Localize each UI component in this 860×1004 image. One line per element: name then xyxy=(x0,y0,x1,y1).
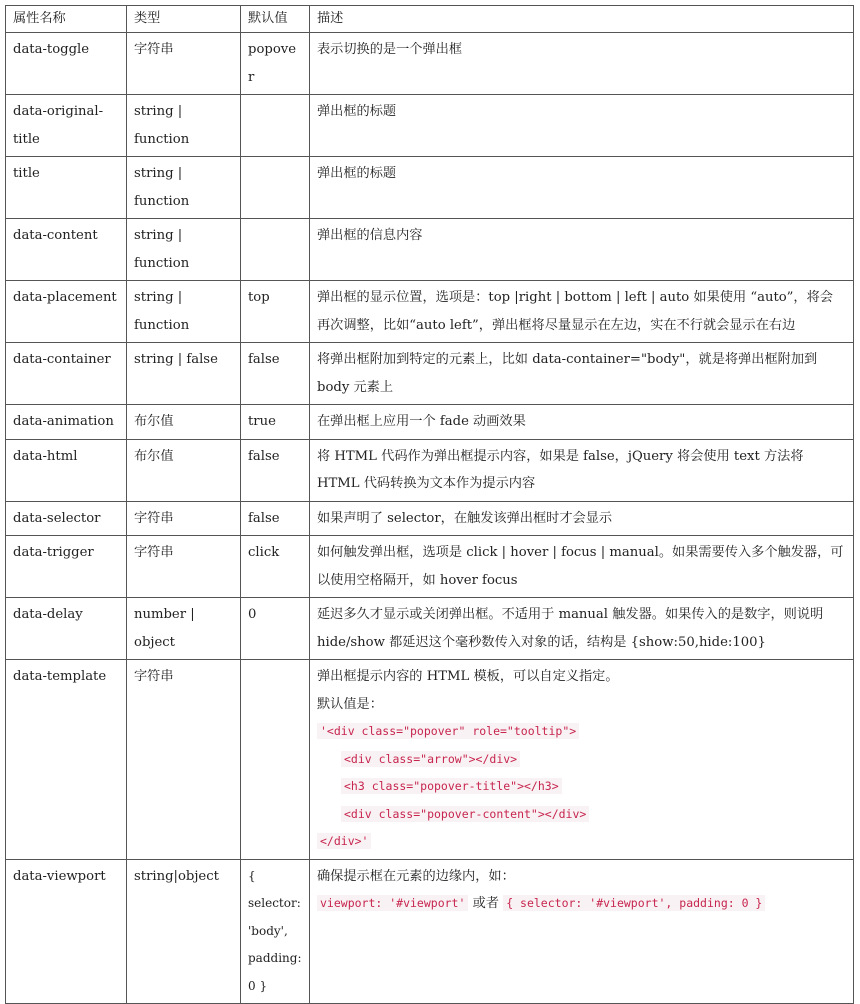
table-row xyxy=(6,536,854,598)
table-row xyxy=(6,33,854,95)
cell-type: 字符串 xyxy=(127,660,241,860)
table-row xyxy=(6,501,854,536)
cell-name: data-container xyxy=(6,343,127,405)
cell-type: number | object xyxy=(127,598,241,660)
properties-table xyxy=(5,5,854,1004)
header-description: 描述 xyxy=(310,6,854,33)
cell-name: data-trigger xyxy=(6,536,127,598)
table-row xyxy=(6,343,854,405)
table-row xyxy=(6,281,854,343)
cell-description: 延迟多久才显示或关闭弹出框。不适用于 manual 触发器。如果传入的是数字，则说明 hide/show 都延迟这个毫秒数传入对象的话，结构是 {show:50,hide:100} xyxy=(310,598,854,660)
cell-description: 将弹出框附加到特定的元素上，比如 data-container="body"，就是将弹出框附加到 body 元素上 xyxy=(310,343,854,405)
table-row xyxy=(6,598,854,660)
header-type: 类型 xyxy=(127,6,241,33)
cell-name: data-placement xyxy=(6,281,127,343)
cell-name: data-html xyxy=(6,439,127,501)
cell-name: title xyxy=(6,157,127,219)
viewport-desc: 确保提示框在元素的边缘内，如： xyxy=(317,868,515,884)
table-body xyxy=(6,33,854,1004)
cell-default: popover xyxy=(241,33,310,95)
cell-name: data-original-title xyxy=(6,95,127,157)
table-row-viewport xyxy=(6,859,854,1004)
cell-description: 如果声明了 selector，在触发该弹出框时才会显示 xyxy=(310,501,854,536)
cell-type: 布尔值 xyxy=(127,405,241,440)
or-text: 或者 xyxy=(472,896,499,911)
cell-default: false xyxy=(241,501,310,536)
cell-default: 0 xyxy=(241,598,310,660)
code-snippet: '<div class="popover" role="tooltip"> xyxy=(317,723,579,739)
cell-name: data-selector xyxy=(6,501,127,536)
cell-default: top xyxy=(241,281,310,343)
cell-description: 表示切换的是一个弹出框 xyxy=(310,33,854,95)
template-default-label: 默认值是： xyxy=(317,696,383,712)
cell-type: 字符串 xyxy=(127,33,241,95)
cell-name: data-content xyxy=(6,219,127,281)
cell-default: false xyxy=(241,439,310,501)
cell-default: false xyxy=(241,343,310,405)
cell-name: data-viewport xyxy=(6,859,127,1004)
code-snippet: { selector: '#viewport', padding: 0 } xyxy=(503,895,765,911)
cell-description: 弹出框的显示位置，选项是：top |right | bottom | left | auto 如果使用 “auto”，将会再次调整，比如“auto left”，弹出框将尽量显示在左边，实在不行就会显示在右边 xyxy=(310,281,854,343)
header-default: 默认值 xyxy=(241,6,310,33)
cell-name: data-delay xyxy=(6,598,127,660)
cell-default xyxy=(241,219,310,281)
table-row xyxy=(6,405,854,440)
cell-default xyxy=(241,660,310,860)
cell-type: string | false xyxy=(127,343,241,405)
table-header-row xyxy=(6,6,854,33)
cell-default xyxy=(241,859,310,1004)
cell-default: click xyxy=(241,536,310,598)
cell-description xyxy=(310,859,854,1004)
table-row xyxy=(6,95,854,157)
code-snippet: <div class="arrow"></div> xyxy=(341,751,520,767)
cell-default xyxy=(241,95,310,157)
cell-name: data-animation xyxy=(6,405,127,440)
code-snippet: <div class="popover-content"></div> xyxy=(341,806,589,822)
cell-type: 布尔值 xyxy=(127,439,241,501)
table-row xyxy=(6,439,854,501)
cell-description: 将 HTML 代码作为弹出框提示内容，如果是 false，jQuery 将会使用 text 方法将 HTML 代码转换为文本作为提示内容 xyxy=(310,439,854,501)
cell-description xyxy=(310,660,854,860)
code-snippet: </div>' xyxy=(317,833,371,849)
table-row-template xyxy=(6,660,854,860)
cell-default xyxy=(241,157,310,219)
cell-name: data-toggle xyxy=(6,33,127,95)
viewport-default: { selector: 'body', padding: 0 } xyxy=(248,868,302,993)
cell-type: 字符串 xyxy=(127,501,241,536)
code-snippet: <h3 class="popover-title"></h3> xyxy=(341,778,562,794)
cell-description: 在弹出框上应用一个 fade 动画效果 xyxy=(310,405,854,440)
template-desc-line: 弹出框提示内容的 HTML 模板，可以自定义指定。 xyxy=(317,669,619,684)
cell-description: 弹出框的信息内容 xyxy=(310,219,854,281)
cell-type: string|object xyxy=(127,859,241,1004)
cell-description: 弹出框的标题 xyxy=(310,95,854,157)
header-name: 属性名称 xyxy=(6,6,127,33)
cell-type: 字符串 xyxy=(127,536,241,598)
table-row xyxy=(6,157,854,219)
cell-type: string | function xyxy=(127,157,241,219)
cell-default: true xyxy=(241,405,310,440)
table-row xyxy=(6,219,854,281)
cell-type: string | function xyxy=(127,95,241,157)
cell-type: string | function xyxy=(127,281,241,343)
cell-type: string | function xyxy=(127,219,241,281)
cell-name: data-template xyxy=(6,660,127,860)
code-snippet: viewport: '#viewport' xyxy=(317,895,468,911)
cell-description: 弹出框的标题 xyxy=(310,157,854,219)
cell-description: 如何触发弹出框，选项是 click | hover | focus | manual。如果需要传入多个触发器，可以使用空格隔开，如 hover focus xyxy=(310,536,854,598)
